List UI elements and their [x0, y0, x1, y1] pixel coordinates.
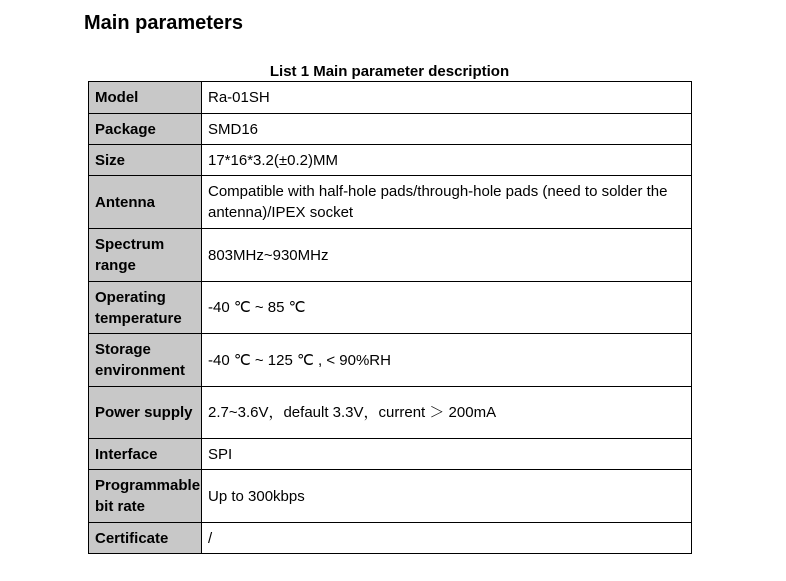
table-caption: List 1 Main parameter description: [269, 63, 510, 80]
row-value-antenna: Compatible with half-hole pads/through-hole pads (need to solder the antenna)/IPEX socket: [202, 176, 692, 229]
row-value-package: SMD16: [202, 114, 692, 145]
row-value-size: 17*16*3.2(±0.2)MM: [202, 145, 692, 176]
table-row: [89, 145, 692, 176]
parameter-table: [88, 81, 692, 554]
row-value-power-supply: 2.7~3.6V，default 3.3V，current ＞ 200mA: [202, 387, 692, 439]
table-row: [89, 334, 692, 387]
row-value-storage-environment: -40 ℃ ~ 125 ℃ , < 90%RH: [202, 334, 692, 387]
row-label-power-supply: Power supply: [89, 387, 202, 439]
row-label-operating-temperature: Operating temperature: [89, 282, 202, 334]
row-label-model: Model: [89, 82, 202, 114]
table-row: [89, 470, 692, 523]
row-label-certificate: Certificate: [89, 523, 202, 554]
table-row: [89, 176, 692, 229]
table-row: [89, 82, 692, 114]
row-label-antenna: Antenna: [89, 176, 202, 229]
row-value-interface: SPI: [202, 439, 692, 470]
row-label-package: Package: [89, 114, 202, 145]
table-row: [89, 229, 692, 282]
table-row: [89, 114, 692, 145]
row-value-spectrum-range: 803MHz~930MHz: [202, 229, 692, 282]
row-label-interface: Interface: [89, 439, 202, 470]
row-value-certificate: /: [202, 523, 692, 554]
section-title: Main parameters: [84, 12, 243, 34]
row-label-storage-environment: Storage environment: [89, 334, 202, 387]
row-label-spectrum-range: Spectrum range: [89, 229, 202, 282]
table-row: [89, 387, 692, 439]
row-value-operating-temperature: -40 ℃ ~ 85 ℃: [202, 282, 692, 334]
table-row: [89, 439, 692, 470]
row-value-programmable-bit-rate: Up to 300kbps: [202, 470, 692, 523]
table-row: [89, 282, 692, 334]
row-label-programmable-bit-rate: Programmable bit rate: [89, 470, 202, 523]
row-label-size: Size: [89, 145, 202, 176]
row-value-model: Ra-01SH: [202, 82, 692, 114]
table-row: [89, 523, 692, 554]
